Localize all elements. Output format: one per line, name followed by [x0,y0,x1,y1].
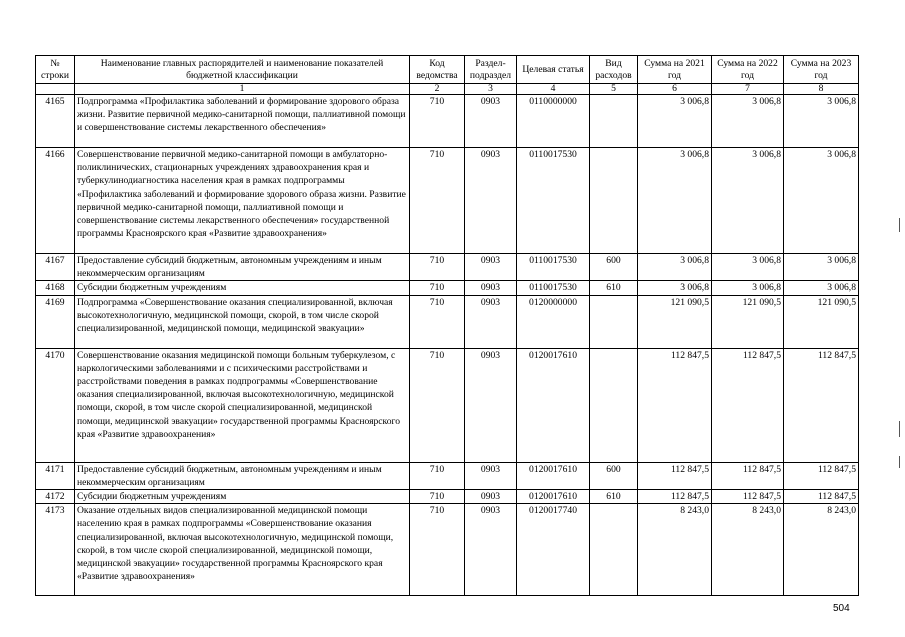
budget-table [35,55,859,596]
dept-code: 710 [410,95,465,148]
sum-2023: 121 090,5 [784,295,859,348]
col-number-3: 3 [465,84,517,95]
sum-2021: 3 006,8 [638,281,712,295]
sum-2022: 3 006,8 [712,148,784,254]
target-article: 0110000000 [517,95,590,148]
section-code: 0903 [465,462,517,489]
table-row [36,254,859,281]
sum-2022: 121 090,5 [712,295,784,348]
page-number: 504 [833,603,850,614]
row-number: 4170 [36,348,75,462]
expense-type [590,95,638,148]
header-target-article: Целевая статья [517,56,590,84]
row-name: Предоставление субсидий бюджетным, автономным учреждениям и иным некоммерческим организациям [75,254,410,281]
sum-2023: 3 006,8 [784,148,859,254]
dept-code: 710 [410,281,465,295]
column-number-row [36,84,859,95]
header-section: Раздел-подраздел [465,56,517,84]
sum-2022: 3 006,8 [712,254,784,281]
sum-2022: 8 243,0 [712,504,784,596]
expense-type [590,295,638,348]
sum-2022: 112 847,5 [712,490,784,504]
header-sum-2022: Сумма на 2022 год [712,56,784,84]
expense-type: 600 [590,254,638,281]
table-row [36,504,859,596]
target-article: 0120017610 [517,490,590,504]
sum-2023: 112 847,5 [784,462,859,489]
expense-type: 610 [590,281,638,295]
target-article: 0120017610 [517,462,590,489]
section-code: 0903 [465,254,517,281]
row-number: 4169 [36,295,75,348]
row-number: 4166 [36,148,75,254]
table-row [36,95,859,148]
row-number: 4173 [36,504,75,596]
col-number-4: 4 [517,84,590,95]
dept-code: 710 [410,348,465,462]
section-code: 0903 [465,95,517,148]
dept-code: 710 [410,504,465,596]
row-name: Подпрограмма «Совершенствование оказания специализированной, включая высокотехнологичную, медицинской помощи, скорой, в том числе скорой специализированной, медицинской помощи, медицинской эвакуации» [75,295,410,348]
table-row [36,295,859,348]
header-dept-code: Код ведомства [410,56,465,84]
sum-2021: 3 006,8 [638,254,712,281]
header-expense-type: Вид расходов [590,56,638,84]
sum-2021: 3 006,8 [638,95,712,148]
header-name: Наименование главных распорядителей и наименование показателей бюджетной классификации [75,56,410,84]
row-name: Субсидии бюджетным учреждениям [75,281,410,295]
col-number-7: 7 [712,84,784,95]
col-number-1: 1 [75,84,410,95]
sum-2023: 112 847,5 [784,348,859,462]
sum-2023: 8 243,0 [784,504,859,596]
sum-2021: 8 243,0 [638,504,712,596]
dept-code: 710 [410,295,465,348]
sum-2022: 3 006,8 [712,95,784,148]
dept-code: 710 [410,254,465,281]
table-row [36,148,859,254]
dept-code: 710 [410,148,465,254]
row-number: 4167 [36,254,75,281]
row-name: Совершенствование оказания медицинской помощи больным туберкулезом, с наркологическими заболеваниями и с психическими расстройствами и расстройствами поведения в рамках подпрограммы «Совершенствование оказания специализированной, включая высокотехнологичную, медицинской помощи, скорой, в том числе скорой специализированной, медицинской помощи, медицинской эвакуации» государственной программы Красноярского края «Развитие здравоохранения» [75,348,410,462]
col-number-5: 5 [590,84,638,95]
expense-type [590,348,638,462]
scan-edge-mark [899,421,900,437]
sum-2023: 3 006,8 [784,95,859,148]
target-article: 0110017530 [517,148,590,254]
table-row [36,348,859,462]
scan-edge-mark [899,456,900,468]
header-sum-2021: Сумма на 2021 год [638,56,712,84]
target-article: 0120017740 [517,504,590,596]
table-row [36,462,859,489]
sum-2021: 112 847,5 [638,462,712,489]
section-code: 0903 [465,490,517,504]
sum-2022: 112 847,5 [712,462,784,489]
section-code: 0903 [465,348,517,462]
row-number: 4168 [36,281,75,295]
expense-type: 610 [590,490,638,504]
section-code: 0903 [465,295,517,348]
sum-2023: 3 006,8 [784,281,859,295]
expense-type [590,148,638,254]
section-code: 0903 [465,504,517,596]
sum-2022: 3 006,8 [712,281,784,295]
row-name: Оказание отдельных видов специализированной медицинской помощи населению края в рамках подпрограммы «Совершенствование оказания специализированной, включая высокотехнологичную, медицинской помощи, скорой, в том числе скорой специализированной, медицинской помощи, медицинской эвакуации» государственной программы Красноярского края «Развитие здравоохранения» [75,504,410,596]
section-code: 0903 [465,148,517,254]
sum-2021: 112 847,5 [638,490,712,504]
table-row [36,490,859,504]
target-article: 0110017530 [517,254,590,281]
target-article: 0110017530 [517,281,590,295]
sum-2021: 3 006,8 [638,148,712,254]
scan-edge-mark [899,218,900,232]
sum-2023: 3 006,8 [784,254,859,281]
sum-2021: 121 090,5 [638,295,712,348]
expense-type [590,504,638,596]
col-number-2: 2 [410,84,465,95]
target-article: 0120017610 [517,348,590,462]
row-name: Предоставление субсидий бюджетным, автономным учреждениям и иным некоммерческим организациям [75,462,410,489]
row-name: Субсидии бюджетным учреждениям [75,490,410,504]
target-article: 0120000000 [517,295,590,348]
header-row-number: № строки [36,56,75,84]
sum-2023: 112 847,5 [784,490,859,504]
row-name: Подпрограмма «Профилактика заболеваний и формирование здорового образа жизни. Развитие первичной медико-санитарной помощи, паллиативной помощи и совершенствование системы лекарственного обеспечения» [75,95,410,148]
table-row [36,281,859,295]
header-sum-2023: Сумма на 2023 год [784,56,859,84]
row-number: 4171 [36,462,75,489]
row-name: Совершенствование первичной медико-санитарной помощи в амбулаторно-поликлинических, стационарных учреждениях здравоохранения края и туберкулинодиагностика населения края в рамках подпрограммы «Профилактика заболеваний и формирование здорового образа жизни. Развитие первичной медико-санитарной помощи, паллиативной помощи и совершенствование системы лекарственного обеспечения» государственной программы Красноярского края «Развитие здравоохранения» [75,148,410,254]
col-number-8: 8 [784,84,859,95]
col-number-0 [36,84,75,95]
col-number-6: 6 [638,84,712,95]
sum-2022: 112 847,5 [712,348,784,462]
expense-type: 600 [590,462,638,489]
section-code: 0903 [465,281,517,295]
header-row [36,56,859,84]
dept-code: 710 [410,462,465,489]
row-number: 4172 [36,490,75,504]
dept-code: 710 [410,490,465,504]
row-number: 4165 [36,95,75,148]
sum-2021: 112 847,5 [638,348,712,462]
